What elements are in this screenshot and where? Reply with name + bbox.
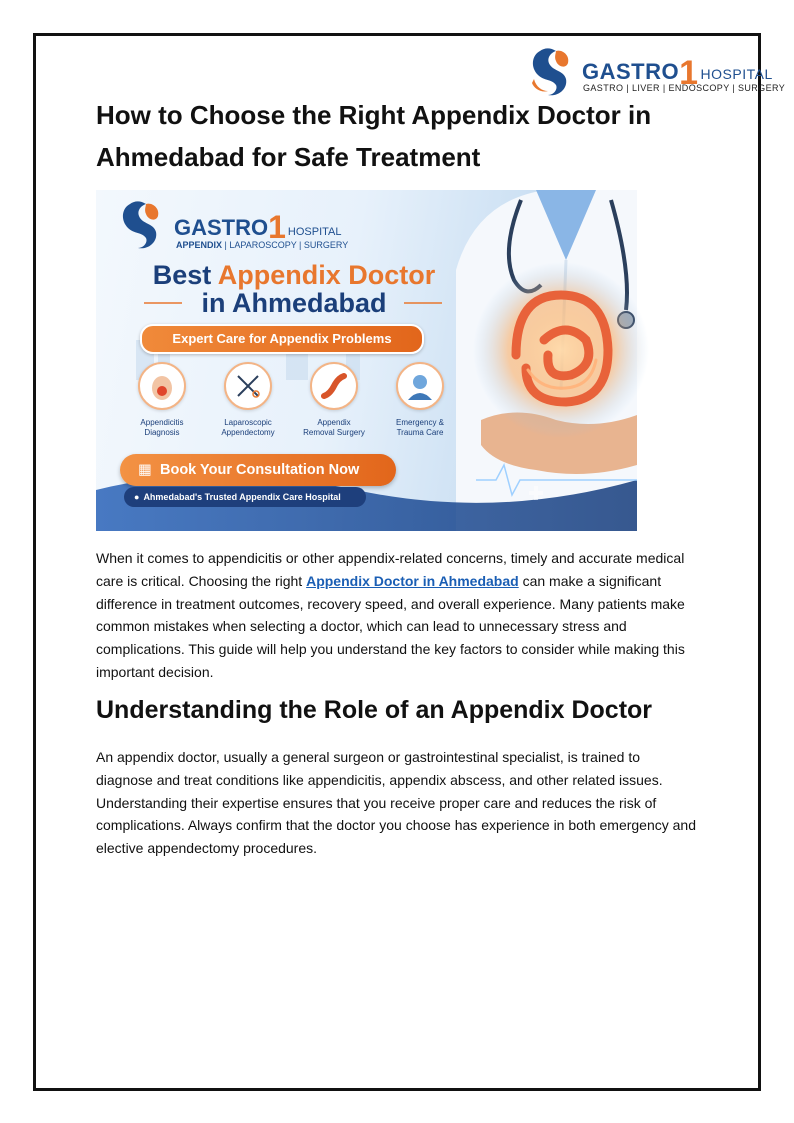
location-badge: ● Ahmedabad's Trusted Appendix Care Hospital <box>124 487 366 507</box>
banner-tagline: APPENDIX | LAPAROSCOPY | SURGERY <box>176 240 349 250</box>
section-heading: Understanding the Role of an Appendix Doctor <box>96 696 653 724</box>
calendar-icon: ▦ <box>138 462 152 478</box>
page-title: How to Choose the Right Appendix Doctor in Ahmedabad for Safe Treatment <box>96 100 652 172</box>
logo-brand-text: GASTRO1 HOSPITAL <box>582 54 773 92</box>
banner-subtitle-pill: Expert Care for Appendix Problems <box>140 324 424 354</box>
appendix-icon <box>310 362 358 410</box>
location-pin-icon: ● <box>134 492 140 502</box>
service-laparoscopic-appendectomy: Laparoscopic Appendectomy <box>204 362 292 438</box>
hero-banner-image <box>96 190 637 531</box>
section-paragraph: An appendix doctor, usually a general surgeon or gastrointestinal specialist, is trained to diagnose and treat conditions like appendicitis, appendix abscess, and other related issues. Understanding their expertise ensures that you receive proper care and reduces the risk of complications. Always confirm that the doctor you choose has experience in both emergency and elective appendectomy procedures. <box>96 749 696 857</box>
intro-paragraph: When it comes to appendicitis or other appendix-related concerns, timely and accurate medical care is critical. Choosing the right Appendix Doctor in Ahmedabad can make a significant difference in treatment outcomes, recovery speed, and overall experience. Many patients make common mistakes when selecting a doctor, which can lead to unnecessary stress and complications. This guide will help you understand the key factors to consider while making this important decision. <box>96 550 685 680</box>
service-appendix-removal: Appendix Removal Surgery <box>290 362 378 438</box>
stomach-logo-icon <box>526 45 576 97</box>
banner-brand: GASTRO1 HOSPITAL <box>174 209 342 245</box>
book-consultation-button: ▦ Book Your Consultation Now <box>120 454 396 486</box>
hospital-logo[interactable] <box>526 43 786 99</box>
banner-headline: Best Appendix Doctor <box>152 260 436 290</box>
abdomen-icon <box>138 362 186 410</box>
logo-tagline: GASTRO | LIVER | ENDOSCOPY | SURGERY <box>583 83 786 93</box>
appendix-doctor-link[interactable]: Appendix Doctor in Ahmedabad <box>306 572 519 589</box>
surgical-tools-icon <box>224 362 272 410</box>
service-emergency-care: Emergency & Trauma Care <box>376 362 464 438</box>
surgeon-icon <box>396 362 444 410</box>
banner-headline-line2: in Ahmedabad <box>201 288 387 318</box>
service-appendicitis-diagnosis: Appendicitis Diagnosis <box>118 362 206 438</box>
